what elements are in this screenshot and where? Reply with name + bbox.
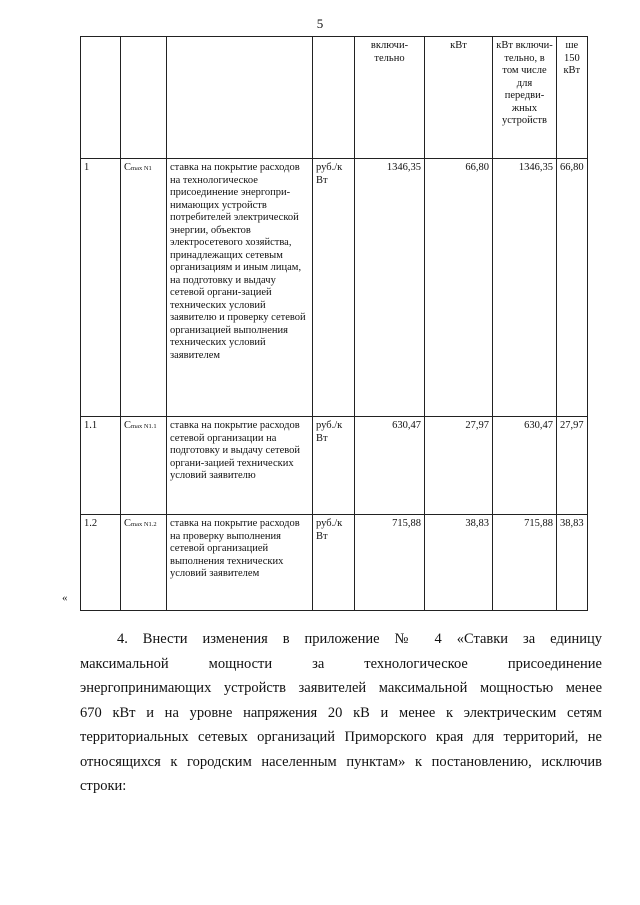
header-cell-col5: кВт <box>425 37 493 159</box>
row-number: 1.2 <box>81 515 121 611</box>
value-cell: 27,97 <box>425 417 493 515</box>
page-number: 5 <box>316 16 324 31</box>
row-number: 1.1 <box>81 417 121 515</box>
value-cell: 630,47 <box>355 417 425 515</box>
header-cell-col7: ше 150 кВт <box>557 37 588 159</box>
header-cell-col6: кВт включи-тельно, в том числе для передви-жных устройств <box>493 37 557 159</box>
rates-table <box>80 36 588 611</box>
rate-description: ставка на покрытие расходов на технологическое присоединение энергопри-нимающих устройств потребителей электрической энергии, объектов электросетевого хозяйства, принадлежащих сетевым организациям и иным лицам, на подготовку и выдачу сетевой органи-зацией технических условий заявителю и проверку сетевой организацией выполнения технических условий заявителем <box>167 159 313 417</box>
value-cell: 715,88 <box>493 515 557 611</box>
table-header-row <box>81 37 588 159</box>
unit-cell: руб./к Вт <box>313 159 355 417</box>
row-number: 1 <box>81 159 121 417</box>
table-row <box>81 417 588 515</box>
header-cell-desc <box>167 37 313 159</box>
paragraph-line: 4. Внести изменения в приложение № 4 «Ставки за единицу <box>117 631 602 647</box>
rate-code-subscript: max N1 <box>131 165 152 172</box>
stray-quote-mark: « <box>62 592 68 604</box>
header-cell-num <box>81 37 121 159</box>
rate-code-subscript: max N1.2 <box>131 521 157 528</box>
rate-description: ставка на покрытие расходов сетевой организации на подготовку и выдачу сетевой органи-зацией технических условий заявителю <box>167 417 313 515</box>
header-cell-unit <box>313 37 355 159</box>
header-cell-code <box>121 37 167 159</box>
table-row <box>81 159 588 417</box>
value-cell: 27,97 <box>557 417 588 515</box>
paragraph-line: территориальных сетевых организаций Приморского края для территорий, не <box>80 729 602 745</box>
rate-description: ставка на покрытие расходов на проверку выполнения сетевой организацией выполнения технических условий заявителем <box>167 515 313 611</box>
header-cell-col4: включи-тельно <box>355 37 425 159</box>
value-cell: 66,80 <box>425 159 493 417</box>
paragraph-line: 670 кВт и на уровне напряжения 20 кВ и менее к электрическим сетям <box>80 704 602 721</box>
table-row <box>81 515 588 611</box>
value-cell: 38,83 <box>557 515 588 611</box>
value-cell: 38,83 <box>425 515 493 611</box>
value-cell: 1346,35 <box>493 159 557 417</box>
rate-code: Cmax N1.2 <box>121 515 167 611</box>
paragraph-line: энергопринимающих устройств заявителей максимальной мощностью менее <box>80 680 602 696</box>
amendment-paragraph <box>80 627 602 799</box>
value-cell: 66,80 <box>557 159 588 417</box>
unit-cell: руб./к Вт <box>313 417 355 515</box>
paragraph-line: строки: <box>80 778 127 794</box>
paragraph-line: относящихся к городским населенным пунктам» к постановлению, исключив <box>80 753 602 770</box>
rate-code-subscript: max N1.1 <box>131 423 157 430</box>
unit-cell: руб./к Вт <box>313 515 355 611</box>
value-cell: 715,88 <box>355 515 425 611</box>
value-cell: 1346,35 <box>355 159 425 417</box>
value-cell: 630,47 <box>493 417 557 515</box>
rate-code: Cmax N1.1 <box>121 417 167 515</box>
paragraph-line: максимальной мощности за технологическое присоединение <box>80 655 602 672</box>
rate-code: Cmax N1 <box>121 159 167 417</box>
